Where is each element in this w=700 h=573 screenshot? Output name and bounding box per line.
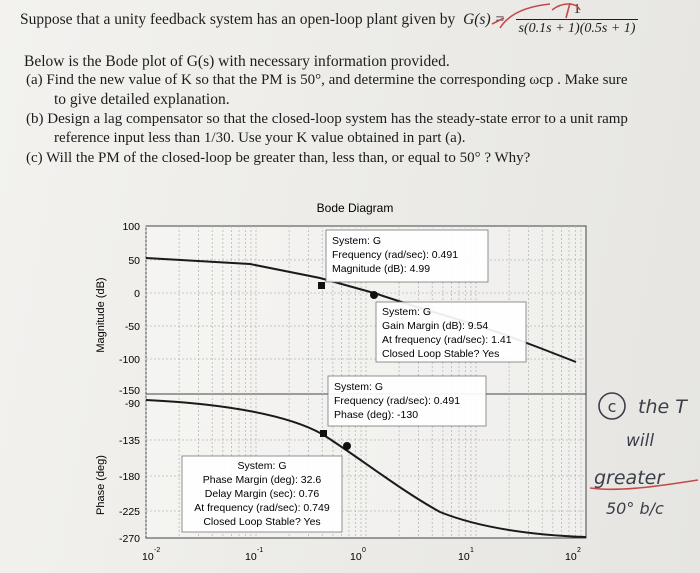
- red-ink-scribble: [470, 0, 620, 36]
- handwriting-line1: the T: [638, 396, 687, 418]
- svg-text:Delay Margin (sec): 0.76: Delay Margin (sec): 0.76: [204, 488, 320, 500]
- svg-text:At frequency (rad/sec): 0.749: At frequency (rad/sec): 0.749: [194, 502, 330, 514]
- svg-text:10: 10: [565, 551, 577, 563]
- bode-diagram: [0, 190, 600, 573]
- svg-text:0: 0: [362, 547, 366, 554]
- svg-text:Magnitude (dB): 4.99: Magnitude (dB): 4.99: [332, 263, 431, 275]
- part-b-line2: reference input less than 1/30. Use your K value obtained in part (a).: [54, 130, 466, 146]
- tf-numerator: 1: [573, 2, 581, 17]
- svg-text:Frequency (rad/sec): 0.491: Frequency (rad/sec): 0.491: [334, 395, 461, 407]
- svg-text:Closed Loop Stable? Yes: Closed Loop Stable? Yes: [382, 348, 500, 360]
- part-b-line1: (b) Design a lag compensator so that the closed-loop system has the steady-state error to a unit ramp: [26, 111, 628, 127]
- phase-tick: -225: [118, 506, 140, 518]
- svg-text:-1: -1: [257, 547, 264, 554]
- phase-tick: -90: [124, 398, 140, 410]
- intro-line: [20, 10, 505, 29]
- svg-text:10: 10: [142, 551, 154, 563]
- phase-tick: -270: [118, 533, 140, 545]
- magnitude-ylabel: Magnitude (dB): [95, 277, 107, 353]
- svg-text:10: 10: [350, 551, 362, 563]
- svg-text:Phase Margin (deg): 32.6: Phase Margin (deg): 32.6: [202, 474, 322, 486]
- svg-text:10: 10: [245, 551, 257, 563]
- marker-gm-dot: [370, 291, 378, 299]
- part-a-line1: (a) Find the new value of K so that the PM is 50°, and determine the corresponding ωcp . Make sure: [26, 72, 628, 88]
- freq-tick: [565, 547, 581, 563]
- freq-tick: [245, 547, 263, 563]
- svg-text:System: G: System: G: [332, 235, 382, 247]
- marker-pm-dot: [343, 442, 351, 450]
- intro-below: Below is the Bode plot of G(s) with necessary information provided.: [24, 53, 450, 70]
- tooltip-magnitude: [326, 230, 488, 282]
- mag-tick: 0: [134, 288, 140, 300]
- svg-text:Gain Margin (dB): 9.54: Gain Margin (dB): 9.54: [382, 320, 489, 332]
- part-c: (c) Will the PM of the closed-loop be greater than, less than, or equal to 50° ? Why?: [26, 150, 531, 166]
- svg-text:Closed Loop Stable? Yes: Closed Loop Stable? Yes: [203, 516, 321, 528]
- marker-mag-square: [318, 282, 325, 289]
- svg-text:Frequency (rad/sec): 0.491: Frequency (rad/sec): 0.491: [332, 249, 459, 261]
- handwriting-line2: will: [626, 431, 655, 451]
- svg-text:2: 2: [577, 547, 581, 554]
- freq-tick: [142, 547, 160, 563]
- svg-text:System: G: System: G: [382, 306, 432, 318]
- freq-tick: [350, 547, 366, 563]
- svg-text:1: 1: [470, 547, 474, 554]
- phase-ylabel: Phase (deg): [95, 455, 107, 515]
- freq-tick: [458, 547, 474, 563]
- svg-text:At frequency (rad/sec): 1.41: At frequency (rad/sec): 1.41: [382, 334, 512, 346]
- intro-text: Suppose that a unity feedback system has an open-loop plant given by: [20, 11, 456, 28]
- mag-tick: -50: [124, 321, 140, 333]
- tf-denominator: s(0.1s + 1)(0.5s + 1): [518, 21, 636, 36]
- tooltip-phase-margin: [182, 456, 342, 532]
- mag-tick: -150: [118, 385, 140, 397]
- part-a-line2: to give detailed explanation.: [54, 91, 230, 108]
- mag-tick: -100: [118, 354, 140, 366]
- tooltip-phase: [328, 376, 486, 426]
- mag-tick: 100: [122, 221, 140, 233]
- svg-text:Phase (deg): -130: Phase (deg): -130: [334, 409, 419, 421]
- svg-text:System: G: System: G: [334, 381, 384, 393]
- phase-tick: -180: [118, 471, 140, 483]
- tf-lhs: G(s) =: [463, 11, 505, 28]
- svg-text:10: 10: [458, 551, 470, 563]
- mag-tick: 50: [128, 255, 140, 267]
- handwriting-line3: greater: [594, 467, 665, 489]
- handwritten-note: [590, 380, 700, 530]
- svg-text:-2: -2: [154, 547, 161, 554]
- tooltip-gain-margin: [376, 302, 526, 362]
- handwriting-circle-label: c: [607, 397, 617, 416]
- marker-phase-square: [320, 430, 327, 437]
- phase-tick: -135: [118, 435, 140, 447]
- svg-text:System: G: System: G: [237, 460, 287, 472]
- bode-title: Bode Diagram: [316, 201, 394, 215]
- handwriting-line4: 50° b/c: [606, 499, 664, 518]
